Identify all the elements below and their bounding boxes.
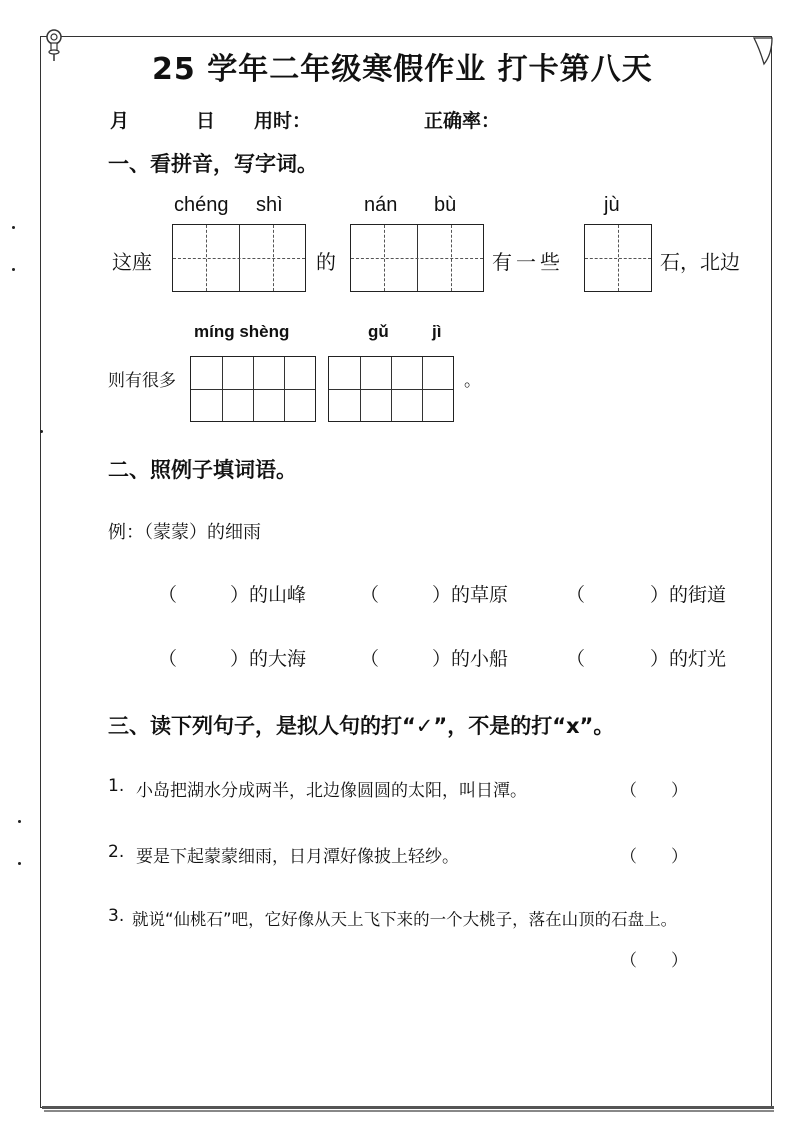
scan-dot bbox=[40, 430, 43, 433]
sentence-1-number: 1. bbox=[108, 776, 125, 796]
fill-item-6: ）的灯光 bbox=[650, 648, 727, 670]
pinyin-gu: gǔ bbox=[368, 322, 389, 341]
fill-open-4: （ bbox=[158, 648, 178, 670]
section3-heading: 三、读下列句子，是拟人句的打“✓”，不是的打“x”。 bbox=[108, 714, 615, 738]
pinyin-ju: jù bbox=[604, 194, 620, 216]
fill-item-4: ）的大海 bbox=[230, 648, 307, 670]
sentence-1-answer[interactable]: （ ） bbox=[620, 781, 688, 801]
section1-heading: 一、看拼音，写字词。 bbox=[108, 152, 318, 176]
scan-dot bbox=[18, 862, 21, 865]
time-used-label: 用时： bbox=[254, 110, 312, 132]
day-label: 日 bbox=[196, 110, 216, 132]
scan-dot bbox=[12, 226, 15, 229]
sentence-3-number: 3. bbox=[108, 906, 125, 926]
fill-item-2: ）的草原 bbox=[432, 584, 509, 606]
section2-heading: 二、照例子填词语。 bbox=[108, 458, 297, 482]
writing-box-mingsheng[interactable] bbox=[190, 356, 316, 422]
page-shadow bbox=[42, 1106, 774, 1109]
sentence-2-answer[interactable]: （ ） bbox=[620, 847, 688, 867]
fill-open-2: （ bbox=[360, 584, 380, 606]
row1-text-start: 这座 bbox=[112, 250, 152, 274]
pinyin-bu: bù bbox=[434, 194, 457, 216]
sentence-2-text: 要是下起蒙蒙细雨，日月潭好像披上轻纱。 bbox=[136, 847, 459, 867]
section2-example: 例：（蒙蒙）的细雨 bbox=[108, 522, 261, 543]
pinyin-mingsheng: míng shèng bbox=[194, 322, 290, 341]
fill-open-3: （ bbox=[566, 584, 586, 606]
pinyin-ji: jì bbox=[432, 322, 442, 341]
fill-item-3: ）的街道 bbox=[650, 584, 727, 606]
fill-open-5: （ bbox=[360, 648, 380, 670]
scan-dot bbox=[18, 820, 21, 823]
fill-item-1: ）的山峰 bbox=[230, 584, 307, 606]
fill-open-6: （ bbox=[566, 648, 586, 670]
row2-text-end: 。 bbox=[464, 371, 481, 391]
pinyin-nan: nán bbox=[364, 194, 398, 216]
month-label: 月 bbox=[110, 110, 130, 132]
page-title: 25 学年二年级寒假作业 打卡第八天 bbox=[152, 52, 653, 87]
row1-text-mid1: 的 bbox=[316, 250, 336, 274]
writing-box-ju[interactable] bbox=[584, 224, 652, 292]
sentence-2-number: 2. bbox=[108, 842, 125, 862]
page-shadow-2 bbox=[44, 1110, 774, 1112]
row2-text-start: 则有很多 bbox=[108, 371, 176, 391]
pinyin-shi: shì bbox=[256, 194, 283, 216]
sentence-3-answer[interactable]: （ ） bbox=[620, 951, 688, 971]
sentence-1-text: 小岛把湖水分成两半，北边像圆圆的太阳，叫日潭。 bbox=[136, 781, 527, 801]
fill-open-1: （ bbox=[158, 584, 178, 606]
pushpin-icon bbox=[43, 28, 65, 62]
pinyin-cheng: chéng bbox=[174, 194, 229, 216]
fill-item-5: ）的小船 bbox=[432, 648, 509, 670]
accuracy-label: 正确率： bbox=[424, 110, 501, 132]
sentence-3-text: 就说“仙桃石”吧，它好像从天上飞下来的一个大桃子，落在山顶的石盘上。 bbox=[132, 910, 678, 929]
page-curl-icon bbox=[752, 36, 774, 66]
scan-dot bbox=[12, 268, 15, 271]
row1-text-end: 石，北边 bbox=[660, 250, 740, 274]
writing-box-guji[interactable] bbox=[328, 356, 454, 422]
row1-text-mid2: 有一些 bbox=[492, 250, 564, 274]
writing-box-nanbu[interactable] bbox=[350, 224, 484, 292]
writing-box-chengshi[interactable] bbox=[172, 224, 306, 292]
